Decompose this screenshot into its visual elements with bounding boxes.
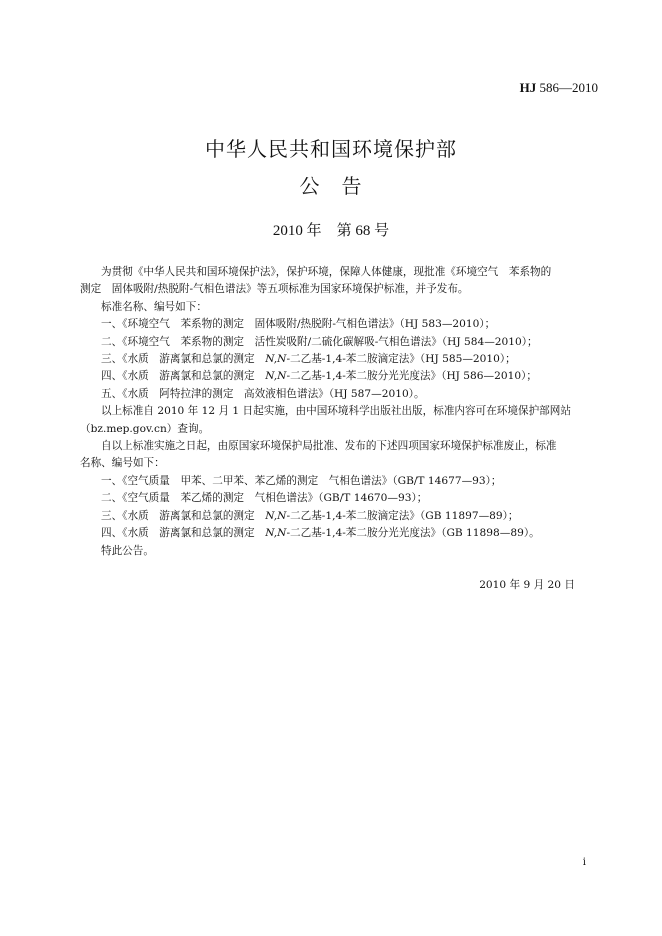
intro-line-2: 测定 固体吸附/热脱附-气相色谱法》等五项标准为国家环境保护标准，并予发布。 bbox=[80, 283, 469, 296]
abolished-item-4-part-c: -二乙基-1,4-苯二胺分光光度法》（GB 11898—89）。 bbox=[286, 527, 540, 540]
implementation-line-1: 以上标准自 2010 年 12 月 1 日起实施，由中国环境科学出版社出版，标准内容可在环境保护部网站 bbox=[101, 405, 571, 418]
closing-line: 特此公告。 bbox=[101, 544, 154, 557]
standard-item-1: 一、《环境空气 苯系物的测定 固体吸附/热脱附-气相色谱法》（HJ 583—2010）； bbox=[101, 318, 496, 331]
standard-item-3-part-a: 三、《水质 游离氯和总氯的测定 bbox=[101, 353, 266, 366]
announcement-date: 2010 年 9 月 20 日 bbox=[479, 579, 575, 591]
standard-code-prefix: HJ bbox=[519, 80, 537, 95]
abolished-item-4-part-a: 四、《水质 游离氯和总氯的测定 bbox=[101, 527, 266, 540]
announcement-body bbox=[80, 264, 598, 560]
list-heading: 标准名称、编号如下： bbox=[101, 300, 207, 313]
implementation-line-2: （bz.mep.gov.cn）查询。 bbox=[80, 422, 210, 435]
abolish-line-2: 名称、编号如下： bbox=[80, 457, 165, 470]
abolished-item-3 bbox=[80, 508, 598, 525]
abolished-item-3-part-a: 三、《水质 游离氯和总氯的测定 bbox=[101, 509, 266, 522]
standard-code bbox=[520, 80, 598, 96]
abolished-item-2: 二、《空气质量 苯乙烯的测定 气相色谱法》（GB/T 14670—93）； bbox=[101, 492, 428, 505]
standard-item-3 bbox=[80, 351, 598, 368]
abolished-item-3-italic: N,N bbox=[265, 509, 287, 522]
intro-line-1: 为贯彻《中华人民共和国环境保护法》，保护环境，保障人体健康，现批准《环境空气 苯系物的 bbox=[101, 266, 552, 278]
standard-item-4-part-a: 四、《水质 游离氯和总氯的测定 bbox=[101, 370, 266, 383]
abolished-item-3-part-c: -二乙基-1,4-苯二胺滴定法》（GB 11897—89）； bbox=[286, 509, 519, 522]
standard-item-4-part-c: -二乙基-1,4-苯二胺分光光度法》（HJ 586—2010）； bbox=[286, 370, 537, 383]
standard-code-number: 586—2010 bbox=[536, 80, 598, 95]
standard-item-4-italic: N,N bbox=[265, 370, 287, 383]
ministry-title: 中华人民共和国环境保护部 bbox=[205, 137, 457, 161]
standard-item-3-italic: N,N bbox=[265, 353, 287, 366]
page-number: i bbox=[582, 857, 586, 868]
standard-item-3-part-c: -二乙基-1,4-苯二胺滴定法》（HJ 585—2010）； bbox=[286, 353, 516, 366]
abolished-item-1: 一、《空气质量 甲苯、二甲苯、苯乙烯的测定 气相色谱法》（GB/T 14677—93）； bbox=[101, 474, 502, 487]
announcement-title: 公 告 bbox=[299, 174, 363, 198]
standard-item-5: 五、《水质 阿特拉津的测定 高效液相色谱法》（HJ 587—2010）。 bbox=[101, 387, 425, 400]
standard-item-2: 二、《环境空气 苯系物的测定 活性炭吸附/二硫化碳解吸-气相色谱法》（HJ 584—2010）； bbox=[101, 335, 538, 348]
standard-item-4 bbox=[80, 368, 598, 385]
abolish-line-1: 自以上标准实施之日起，由原国家环境保护局批准、发布的下述四项国家环境保护标准废止，标准 bbox=[101, 440, 557, 453]
abolished-item-4-italic: N,N bbox=[265, 527, 287, 540]
abolished-item-4 bbox=[80, 525, 598, 542]
issue-number: 2010 年 第 68 号 bbox=[272, 223, 390, 239]
